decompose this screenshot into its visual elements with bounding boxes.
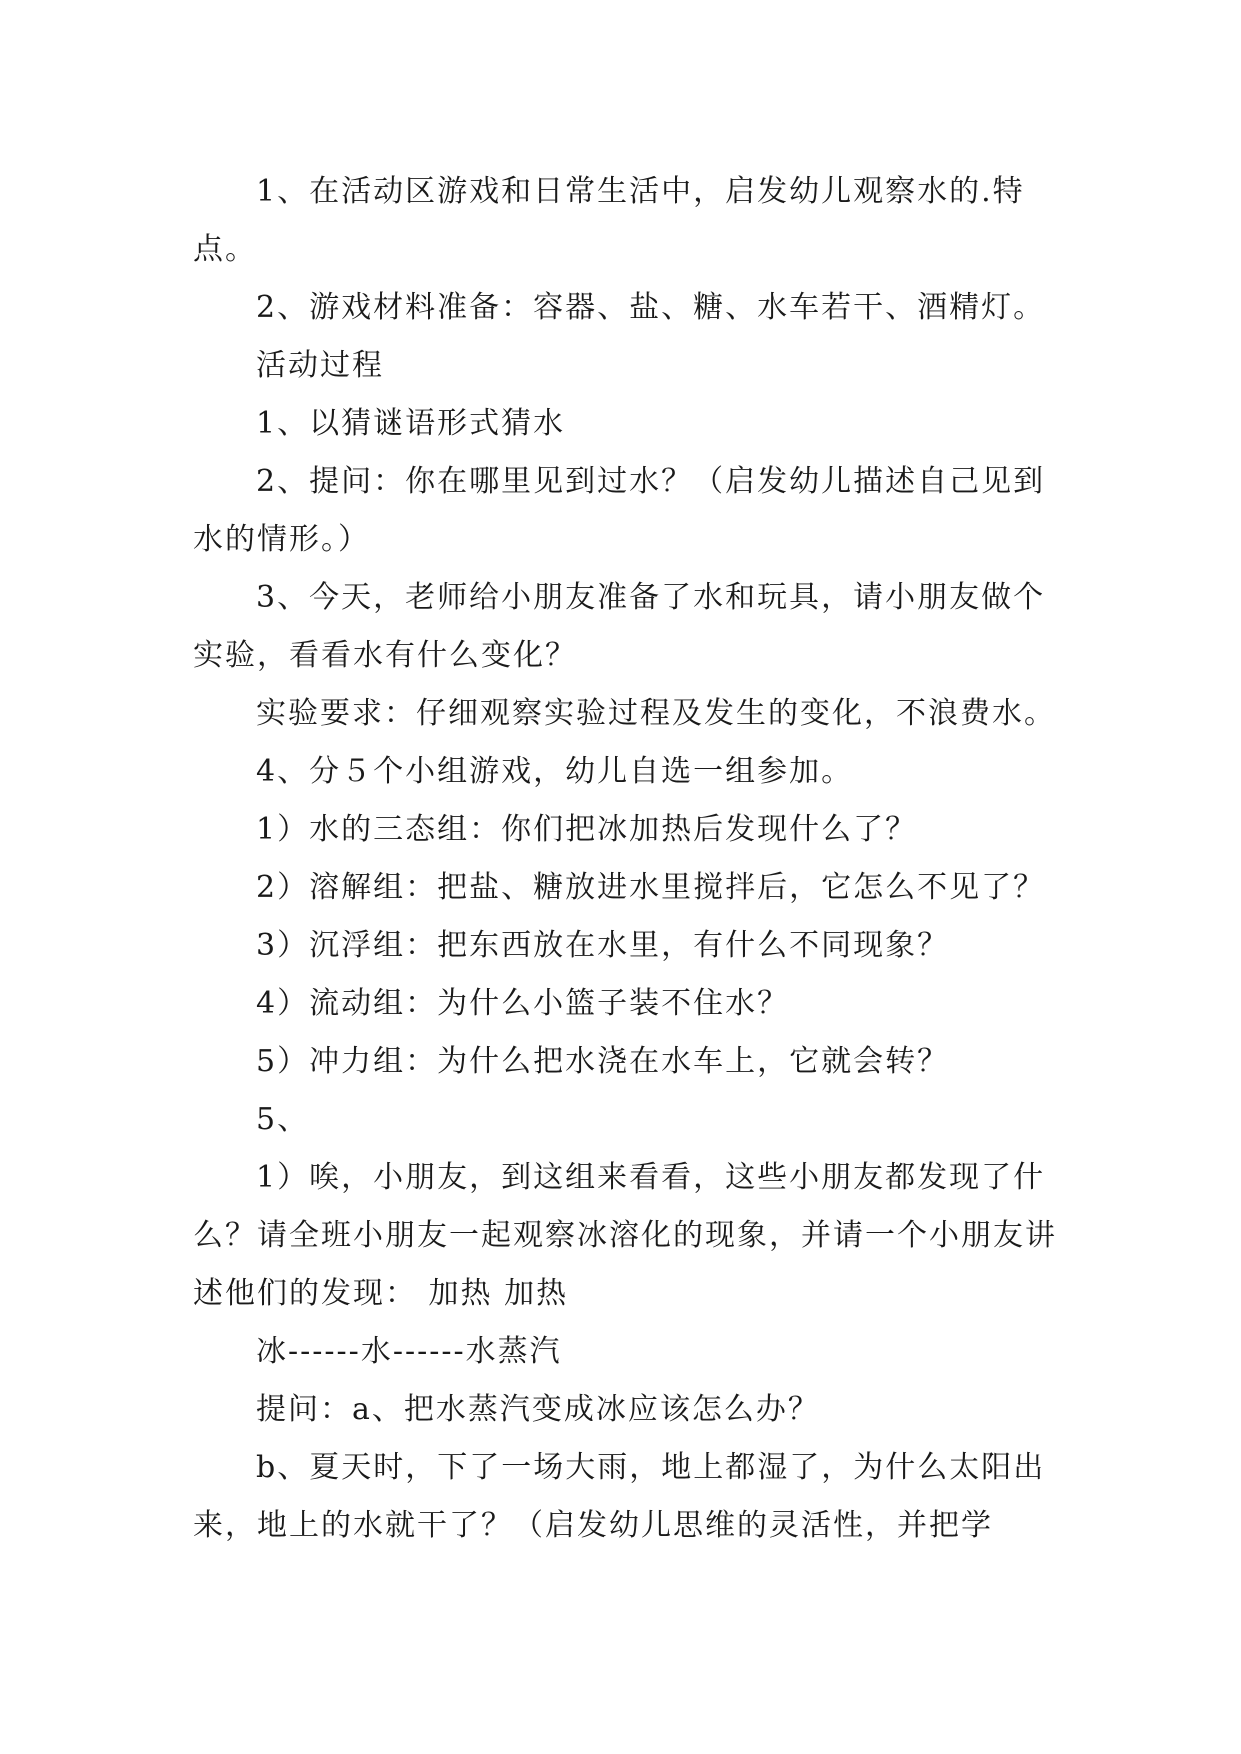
list-item-sink-float: 3）沉浮组：把东西放在水里，有什么不同现象？ <box>256 928 950 963</box>
paragraph-experiment-requirements: 实验要求：仔细观察实验过程及发生的变化，不浪费水。 <box>256 696 1056 731</box>
list-item-flow: 4）流动组：为什么小篮子装不住水？ <box>256 986 790 1021</box>
paragraph-question-a: 提问：a、把水蒸汽变成冰应该怎么办？ <box>256 1392 820 1427</box>
section-heading-process: 活动过程 <box>256 348 384 383</box>
paragraph-observe-ice: 1）唉，小朋友，到这组来看看，这些小朋友都发现了什么？请全班小朋友一起观察冰溶化的现象，并请一个小朋友讲述他们的发现： 加热 加热 <box>193 1160 1057 1311</box>
list-item-force: 5）冲力组：为什么把水浇在水车上，它就会转？ <box>256 1044 950 1079</box>
document-body <box>193 163 1075 1555</box>
paragraph-experiment-intro: 3、今天，老师给小朋友准备了水和玩具，请小朋友做个实验，看看水有什么变化？ <box>193 580 1046 673</box>
paragraph-question-where: 2、提问：你在哪里见到过水？（启发幼儿描述自己见到水的情形。） <box>193 464 1046 557</box>
list-item-dissolve: 2）溶解组：把盐、糖放进水里搅拌后，它怎么不见了？ <box>256 870 1046 905</box>
paragraph-materials: 2、游戏材料准备：容器、盐、糖、水车若干、酒精灯。 <box>256 290 1046 325</box>
paragraph-question-b: b、夏天时，下了一场大雨，地上都湿了，为什么太阳出来，地上的水就干了？（启发幼儿思维的灵活性，并把学 <box>193 1450 1046 1543</box>
paragraph-observe-water: 1、在活动区游戏和日常生活中，启发幼儿观察水的.特点。 <box>193 174 1025 267</box>
paragraph-state-diagram: 冰------水------水蒸汽 <box>256 1334 562 1369</box>
paragraph-riddle: 1、以猜谜语形式猜水 <box>256 406 566 441</box>
paragraph-groups: 4、分５个小组游戏，幼儿自选一组参加。 <box>256 754 854 789</box>
paragraph-step-5: 5、 <box>256 1102 310 1137</box>
list-item-three-states: 1）水的三态组：你们把冰加热后发现什么了？ <box>256 812 918 847</box>
